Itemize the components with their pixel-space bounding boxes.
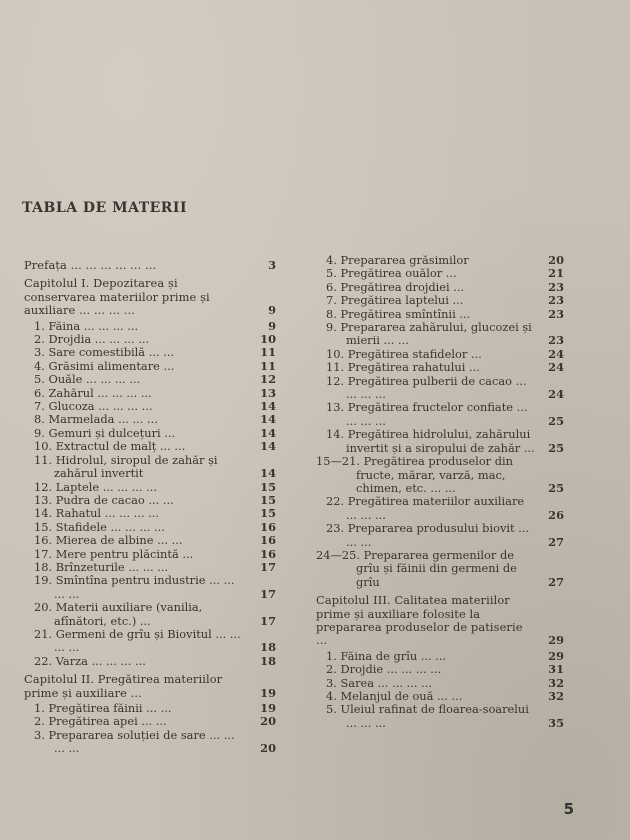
page-number: 5 [563,800,574,818]
toc-chapter-entry [316,594,564,648]
toc-entry [316,690,564,703]
toc-entry-page: 24 [548,360,564,375]
toc-entry-title: 3. Prepararea soluției de sare ... ... ... ... [34,727,235,756]
toc-entry-page: 17 [260,586,276,601]
toc-entry-title: 5. Uleiul rafinat de floarea-soarelui ... ... ... [326,702,529,730]
toc-entry-title: 10. Extractul de malț ... ... [34,439,186,454]
toc-entry-title: 16. Mierea de albine ... ... [34,533,183,548]
toc-entry-page: 9 [268,318,276,333]
toc-entry-title: 12. Pregătirea pulberii de cacao ... ... ... ... [326,373,527,402]
toc-entry [316,650,564,663]
toc-entry-page: 23 [548,279,564,294]
toc-entry [24,387,276,400]
toc-entry-page: 25 [548,413,564,428]
toc-entry-title: Capitolul II. Pregătirea materiilor prime și auxiliare ... [24,672,223,700]
toc-entry-title: 4. Grăsimi alimentare ... [34,358,175,373]
toc-entry [24,628,276,655]
toc-entry-title: 9. Gemuri și dulcețuri ... [34,425,176,440]
toc-entry-page: 14 [260,439,276,454]
toc-entry-title: 7. Pregătirea laptelui ... [326,293,464,308]
toc-entry-page: 24 [548,346,564,361]
toc-entry-title: 22. Pregătirea materiilor auxiliare ... ... ... [326,494,525,522]
toc-entry-page: 11 [260,345,276,360]
toc-entry [24,454,276,481]
toc-entry [316,254,564,267]
toc-entry-title: 11. Hidrolul, siropul de zahăr și zahărul invertit [34,452,218,481]
toc-entry [24,715,276,728]
toc-entry-title: 9. Prepararea zahărului, glucozei și mierii ... ... [326,320,532,348]
page-title: TABLA DE MATERII [22,200,188,216]
toc-entry [316,663,564,676]
toc-entry-page: 29 [548,648,564,663]
toc-entry-title: 21. Germeni de grîu și Biovitul ... ... ... ... [34,626,241,655]
toc-entry [316,522,564,549]
toc-chapter-entry [24,277,276,317]
toc-entry-page: 25 [548,480,564,495]
toc-entry-page: 14 [260,425,276,440]
toc-entry-page: 26 [548,507,564,522]
toc-entry-page: 14 [260,399,276,414]
toc-entry-page: 14 [260,412,276,427]
toc-entry [24,481,276,494]
toc-entry-title: 1. Făina de grîu ... ... [326,648,447,663]
toc-entry-title: 8. Pregătirea smîntînii ... [326,306,471,321]
toc-entry-page: 14 [260,466,276,481]
toc-chapter-entry [24,673,276,700]
toc-entry [24,561,276,574]
toc-entry [24,427,276,440]
toc-entry-title: 20. Materii auxiliare (vanilia, afînători, etc.) ... [34,600,203,628]
toc-entry-title: 4. Melanjul de ouă ... ... [326,689,463,703]
toc-entry [24,320,276,333]
toc-entry-page: 20 [260,741,276,756]
toc-entry-title: 15—21. Pregătirea produselor din fructe, mărar, varză, mac, chimen, etc. ... ... [316,454,514,495]
toc-entry-title: 11. Pregătirea rahatului ... [326,360,480,375]
toc-entry-title: 17. Mere pentru plăcintă ... [34,546,194,561]
toc-entry-title: Capitolul III. Calitatea materiilor prime și auxiliare folosite la prepararea produselor de patiserie ... [316,593,523,648]
toc-entry-page: 25 [548,440,564,455]
toc-entry [24,574,276,601]
toc-entry-page: 17 [260,559,276,574]
toc-entry-title: Prefața ... ... ... ... ... ... [24,258,157,272]
toc-entry-page: 10 [260,332,276,347]
toc-entry-page: 11 [260,358,276,373]
toc-entry-page: 16 [260,546,276,561]
toc-entry-title: 18. Brînzeturile ... ... ... [34,559,169,574]
toc-entry-title: 22. Varza ... ... ... ... [34,653,146,668]
toc-entry-page: 15 [260,506,276,521]
toc-entry-page: 27 [548,574,564,589]
toc-entry-title: 23. Prepararea produsului biovit ... ... ... [326,521,530,549]
toc-entry-page: 27 [548,534,564,549]
toc-entry-page: 20 [260,714,276,729]
toc-entry-page: 17 [260,613,276,628]
toc-entry-title: 2. Pregătirea apei ... ... [34,714,167,729]
toc-entry [24,548,276,561]
toc-entry-title: 12. Laptele ... ... ... ... [34,479,158,494]
toc-entry [316,267,564,280]
toc-entry [24,400,276,413]
toc-entry-title: 6. Zahărul ... ... ... ... [34,385,152,400]
toc-entry [24,601,276,628]
toc-entry [24,333,276,346]
toc-entry [24,702,276,715]
toc-entry-page: 3 [268,258,276,272]
toc-entry-page: 19 [260,701,276,715]
toc-entry [316,549,564,589]
toc-entry [24,507,276,520]
toc-entry-title: 14. Pregătirea hidrolului, zahărului invertit și a siropului de zahăr ... [326,427,535,455]
toc-entry-page: 12 [260,372,276,387]
toc-entry-title: 15. Stafidele ... ... ... ... [34,519,165,534]
toc-entry [316,308,564,321]
toc-entry-page: 18 [260,653,276,668]
toc-entry-page: 20 [548,253,564,267]
toc-entry [316,281,564,294]
toc-entry [24,521,276,534]
toc-entry-page: 13 [260,385,276,400]
toc-entry-title: 2. Drojdie ... ... ... ... [326,662,442,677]
toc-entry [316,375,564,402]
toc-entry-title: 3. Sarea ... ... ... ... [326,675,432,690]
toc-entry-page: 16 [260,519,276,534]
toc-entry-page: 35 [548,715,564,730]
toc-entry-page: 32 [548,689,564,703]
toc-left-column [24,254,276,756]
toc-entry [316,361,564,374]
toc-entry [316,401,564,428]
toc-entry-title: 1. Făina ... ... ... ... [34,318,139,333]
toc-entry-title: 5. Pregătirea ouălor ... [326,266,457,281]
toc-chapter-entry [24,259,276,272]
toc-entry [24,729,276,756]
toc-entry [316,294,564,307]
toc-entry-title: 7. Glucoza ... ... ... ... [34,399,153,414]
toc-entry-title: 10. Pregătirea stafidelor ... [326,346,482,361]
toc-entry [316,348,564,361]
toc-entry [24,440,276,453]
toc-entry-title: 14. Rahatul ... ... ... ... [34,506,159,521]
toc-entry-title: 4. Prepararea grăsimilor [326,253,469,267]
toc-entry-title: Capitolul I. Depozitarea și conservarea materiilor prime și auxiliare ... ... ... ... [24,276,210,318]
toc-entry [24,655,276,668]
toc-entry-title: 8. Marmelada ... ... ... [34,412,158,427]
toc-entry [24,494,276,507]
toc-entry-page: 23 [548,306,564,321]
toc-entry-title: 13. Pregătirea fructelor confiate ... ... ... ... [326,400,528,428]
toc-entry-page: 9 [268,303,276,318]
toc-entry-page: 23 [548,333,564,348]
toc-entry-title: 3. Sare comestibilă ... ... [34,345,175,360]
toc-entry-title: 24—25. Prepararea germenilor de grîu și făinii din germeni de grîu [316,547,517,589]
toc-entry-page: 31 [548,662,564,677]
toc-right-column [316,254,564,730]
toc-entry-page: 21 [548,266,564,281]
toc-entry [316,677,564,690]
toc-entry-title: 6. Pregătirea drojdiei ... [326,279,465,294]
toc-entry [24,534,276,547]
toc-entry-page: 24 [548,387,564,402]
toc-entry-page: 23 [548,293,564,308]
toc-entry-title: 1. Pregătirea făinii ... ... [34,701,172,715]
toc-entry-title: 13. Pudra de cacao ... ... [34,492,174,507]
toc-entry-page: 32 [548,675,564,690]
toc-entry-page: 29 [548,633,564,648]
toc-entry-page: 16 [260,533,276,548]
toc-entry-page: 19 [260,685,276,700]
toc-entry-title: 5. Ouăle ... ... ... ... [34,372,141,387]
toc-entry [316,495,564,522]
toc-entry [316,321,564,348]
toc-entry-page: 15 [260,492,276,507]
toc-entry [24,413,276,426]
toc-entry-page: 15 [260,479,276,494]
toc-entry-page: 18 [260,640,276,655]
toc-entry-title: 2. Drojdia ... ... ... ... [34,332,150,347]
toc-entry [24,360,276,373]
toc-entry-title: 19. Smîntîna pentru industrie ... ... ... ... [34,573,235,601]
toc-entry [316,703,564,730]
toc-entry [24,373,276,386]
toc-entry [24,346,276,359]
toc-entry [316,428,564,455]
toc-entry [316,455,564,495]
